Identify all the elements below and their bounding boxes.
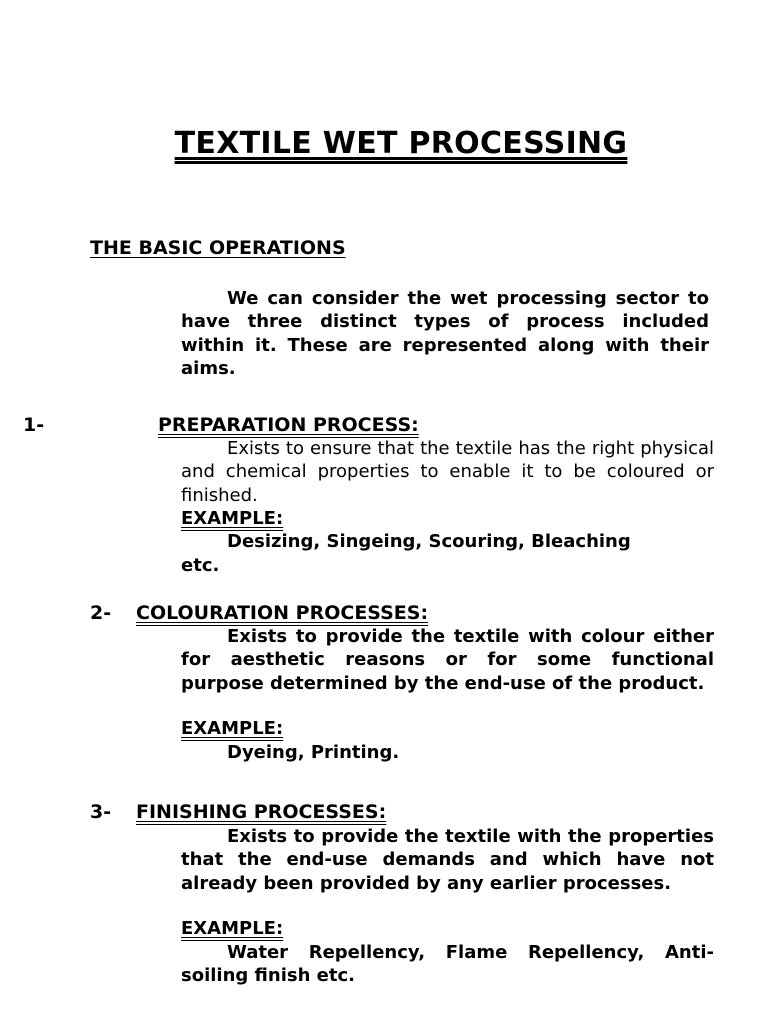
section-1-description: Exists to ensure that the textile has the right physical and chemical properties to enable it to be coloured or finished. — [181, 438, 714, 506]
intro-paragraph: We can consider the wet processing sector to have three distinct types of process included within it. These are represented along with their aims. — [181, 288, 709, 379]
section-3-example-text: Water Repellency, Flame Repellency, Anti-soiling finish etc. — [181, 942, 714, 987]
page-title: TEXTILE WET PROCESSING — [174, 126, 628, 161]
section-1-example-label: EXAMPLE: — [181, 508, 284, 529]
section-2-description: Exists to provide the textile with colour either for aesthetic reasons or for some functional purpose determined by the end-use of the product. — [181, 626, 714, 694]
section-1-number: 1- — [23, 414, 45, 436]
section-2-example-label: EXAMPLE: — [181, 718, 284, 739]
section-1-example-line-2: etc. — [181, 555, 220, 576]
section-3-heading: FINISHING PROCESSES: — [136, 801, 387, 823]
section-2-number: 2- — [90, 602, 112, 624]
section-3-description: Exists to provide the textile with the properties that the end-use demands and which have not already been provided by any earlier processes. — [181, 826, 714, 894]
section-2-example-line-1: Dyeing, Printing. — [227, 742, 400, 763]
section-2-heading: COLOURATION PROCESSES: — [136, 602, 429, 624]
section-3-example-label: EXAMPLE: — [181, 918, 284, 939]
section-1-example-line-1: Desizing, Singeing, Scouring, Bleaching — [227, 531, 631, 552]
section-subtitle: THE BASIC OPERATIONS — [90, 237, 346, 259]
section-1-heading: PREPARATION PROCESS: — [158, 414, 419, 436]
section-3-number: 3- — [90, 801, 112, 823]
